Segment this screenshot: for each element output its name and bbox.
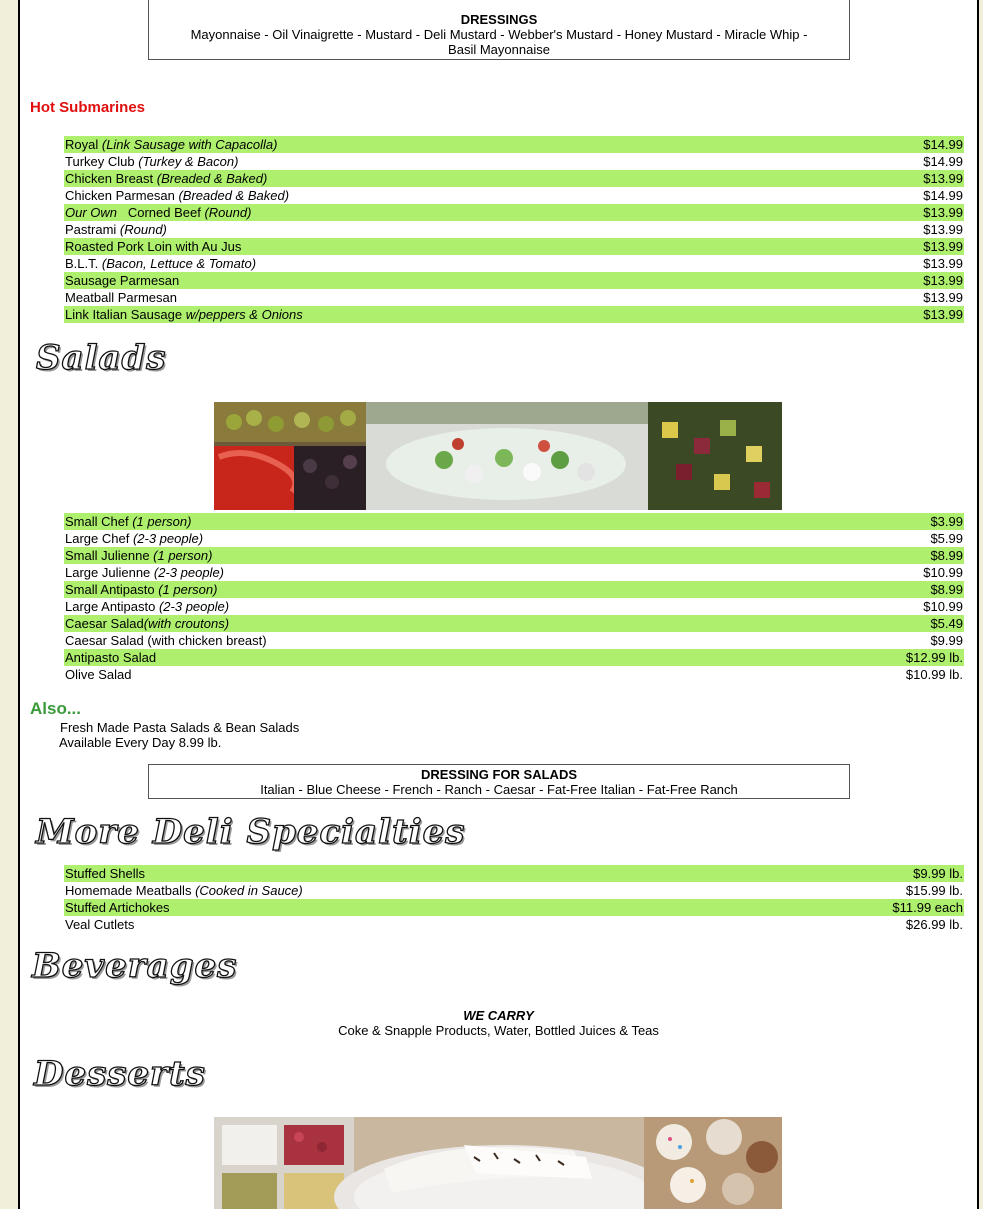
menu-row — [64, 649, 964, 666]
menu-row — [64, 204, 964, 221]
menu-item-label: Turkey Club — [65, 154, 139, 169]
beverages-carry-label: WE CARRY — [463, 1008, 534, 1023]
menu-item-price: $13.99 — [923, 307, 963, 322]
also-line2: Available Every Day 8.99 lb. — [59, 735, 222, 750]
menu-row — [64, 899, 964, 916]
menu-item-label: Chicken Parmesan — [65, 188, 179, 203]
menu-item-label: Royal — [65, 137, 102, 152]
hot-subs-heading: Hot Submarines — [30, 99, 146, 116]
menu-item-note: (2-3 people) — [158, 599, 230, 614]
menu-item-price: $3.99 — [930, 514, 963, 529]
desserts-photo-image — [214, 1117, 782, 1209]
menu-item-label: Large Antipasto — [65, 599, 159, 614]
menu-item-name — [64, 598, 229, 615]
menu-row — [64, 882, 964, 899]
menu-item-price: $8.99 — [930, 548, 963, 563]
dressings-list-line1: Mayonnaise - Oil Vinaigrette - Mustard - Deli Mustard - Webber's Mustard - Honey Mustard - Miracle Whip - — [190, 27, 808, 42]
menu-item-price: $13.99 — [923, 290, 963, 305]
menu-item-price: $10.99 — [923, 565, 963, 580]
menu-item-name — [64, 204, 251, 221]
menu-item-label: Veal Cutlets — [65, 917, 135, 932]
menu-item-label: Antipasto Salad — [65, 650, 157, 665]
menu-item-name — [64, 170, 267, 187]
menu-row — [64, 272, 964, 289]
menu-row — [64, 865, 964, 882]
menu-item-name — [64, 666, 131, 683]
menu-row — [64, 255, 964, 272]
menu-row — [64, 547, 964, 564]
menu-row — [64, 306, 964, 323]
menu-item-name — [64, 632, 267, 649]
beverages-carry — [20, 1008, 977, 1038]
menu-item-name — [64, 136, 277, 153]
menu-item-name — [64, 289, 177, 306]
salad-dressing-list: Italian - Blue Cheese - French - Ranch - Caesar - Fat-Free Italian - Fat-Free Ranch — [260, 782, 738, 797]
menu-item-label: Corned Beef — [117, 205, 205, 220]
menu-item-label: Large Chef — [65, 531, 133, 546]
menu-item-note: (2-3 people) — [153, 565, 225, 580]
menu-item-name — [64, 649, 156, 666]
menu-item-name — [64, 530, 203, 547]
menu-item-price: $14.99 — [923, 137, 963, 152]
menu-item-label: Pastrami — [65, 222, 120, 237]
menu-item-price: $14.99 — [923, 188, 963, 203]
menu-item-name — [64, 916, 134, 933]
menu-item-label: B.L.T. — [65, 256, 102, 271]
deli-list — [64, 865, 964, 933]
menu-row — [64, 632, 964, 649]
menu-item-note: (Turkey & Bacon) — [138, 154, 239, 169]
menu-item-price: $9.99 — [930, 633, 963, 648]
menu-item-note: (Breaded & Baked) — [178, 188, 290, 203]
menu-item-name — [64, 187, 289, 204]
menu-item-note: (Bacon, Lettuce & Tomato) — [101, 256, 257, 271]
menu-item-name — [64, 865, 145, 882]
menu-row — [64, 170, 964, 187]
menu-item-name — [64, 615, 229, 632]
deli-heading: More Deli Specialties — [36, 812, 466, 852]
menu-item-label: Small Antipasto — [65, 582, 159, 597]
menu-row — [64, 153, 964, 170]
menu-row — [64, 136, 964, 153]
menu-item-price: $14.99 — [923, 154, 963, 169]
menu-item-note: (1 person) — [153, 548, 213, 563]
menu-item-label: Olive Salad — [65, 667, 132, 682]
menu-item-note: (2-3 people) — [132, 531, 204, 546]
menu-item-label: Meatball Parmesan — [65, 290, 177, 305]
menu-row — [64, 598, 964, 615]
dressings-box — [148, 0, 850, 60]
menu-item-note: (Cooked in Sauce) — [195, 883, 303, 898]
salads-photo — [214, 402, 782, 510]
menu-item-price: $10.99 lb. — [905, 667, 963, 682]
menu-row — [64, 916, 964, 933]
menu-item-name — [64, 882, 303, 899]
menu-item-price: $13.99 — [923, 171, 963, 186]
menu-item-name — [64, 306, 303, 323]
menu-item-price: $12.99 lb. — [905, 650, 963, 665]
salads-photo-image — [214, 402, 782, 510]
menu-item-price: $10.99 — [923, 599, 963, 614]
menu-item-note: (1 person) — [132, 514, 192, 529]
menu-item-price: $26.99 lb. — [905, 917, 963, 932]
dressings-title: DRESSINGS — [460, 12, 538, 27]
menu-row — [64, 530, 964, 547]
beverages-carry-list: Coke & Snapple Products, Water, Bottled Juices & Teas — [338, 1023, 659, 1038]
menu-item-note: (Round) — [204, 205, 252, 220]
salads-heading: Salads — [36, 338, 167, 378]
menu-item-name — [64, 153, 238, 170]
menu-item-price: $11.99 each — [892, 900, 963, 915]
beverages-heading: Beverages — [32, 946, 238, 986]
menu-item-name — [64, 272, 179, 289]
menu-item-name — [64, 221, 167, 238]
menu-item-price: $13.99 — [923, 256, 963, 271]
menu-item-label: Caesar Salad (with chicken breast) — [65, 633, 267, 648]
desserts-heading: Desserts — [34, 1054, 206, 1094]
menu-item-label: Homemade Meatballs — [65, 883, 196, 898]
salad-dressing-box — [148, 764, 850, 799]
menu-item-label: Small Chef — [65, 514, 133, 529]
menu-item-label: Chicken Breast — [65, 171, 157, 186]
menu-row — [64, 238, 964, 255]
menu-item-prefix: Our Own — [65, 205, 118, 220]
dressings-list-line2: Basil Mayonnaise — [448, 42, 550, 57]
menu-item-note: w/peppers & Onions — [185, 307, 303, 322]
menu-item-name — [64, 564, 224, 581]
also-heading: Also... — [30, 699, 82, 718]
salads-list — [64, 513, 964, 683]
menu-page — [18, 0, 979, 1209]
menu-item-name — [64, 238, 241, 255]
menu-row — [64, 666, 964, 683]
menu-item-note: (Round) — [119, 222, 167, 237]
menu-item-price: $15.99 lb. — [905, 883, 963, 898]
menu-item-label: Link Italian Sausage — [65, 307, 186, 322]
menu-item-price: $13.99 — [923, 205, 963, 220]
menu-row — [64, 187, 964, 204]
menu-item-label: Stuffed Shells — [65, 866, 145, 881]
menu-item-price: $13.99 — [923, 239, 963, 254]
menu-item-name — [64, 255, 256, 272]
also-line1: Fresh Made Pasta Salads & Bean Salads — [60, 720, 300, 735]
desserts-photo — [214, 1117, 782, 1209]
menu-item-label: Caesar Salad — [65, 616, 144, 631]
menu-item-price: $5.99 — [930, 531, 963, 546]
menu-item-price: $13.99 — [923, 222, 963, 237]
menu-item-name — [64, 513, 191, 530]
menu-row — [64, 564, 964, 581]
menu-row — [64, 513, 964, 530]
menu-item-price: $9.99 lb. — [913, 866, 963, 881]
menu-item-price: $13.99 — [923, 273, 963, 288]
menu-item-label: Sausage Parmesan — [65, 273, 180, 288]
menu-item-note: (Breaded & Baked) — [156, 171, 268, 186]
menu-item-note: (1 person) — [158, 582, 218, 597]
menu-item-price: $8.99 — [930, 582, 963, 597]
menu-item-name — [64, 899, 170, 916]
menu-row — [64, 289, 964, 306]
menu-row — [64, 581, 964, 598]
menu-item-label: Small Julienne — [65, 548, 154, 563]
menu-item-label: Stuffed Artichokes — [65, 900, 170, 915]
menu-item-note: (with croutons) — [143, 616, 230, 631]
menu-row — [64, 615, 964, 632]
menu-item-label: Large Julienne — [65, 565, 154, 580]
menu-item-note: (Link Sausage with Capacolla) — [101, 137, 278, 152]
hot-subs-list — [64, 136, 964, 323]
salad-dressing-title: DRESSING FOR SALADS — [420, 767, 577, 782]
menu-row — [64, 221, 964, 238]
menu-item-label: Roasted Pork Loin with Au Jus — [65, 239, 242, 254]
menu-item-name — [64, 547, 212, 564]
menu-item-price: $5.49 — [930, 616, 963, 631]
menu-item-name — [64, 581, 217, 598]
